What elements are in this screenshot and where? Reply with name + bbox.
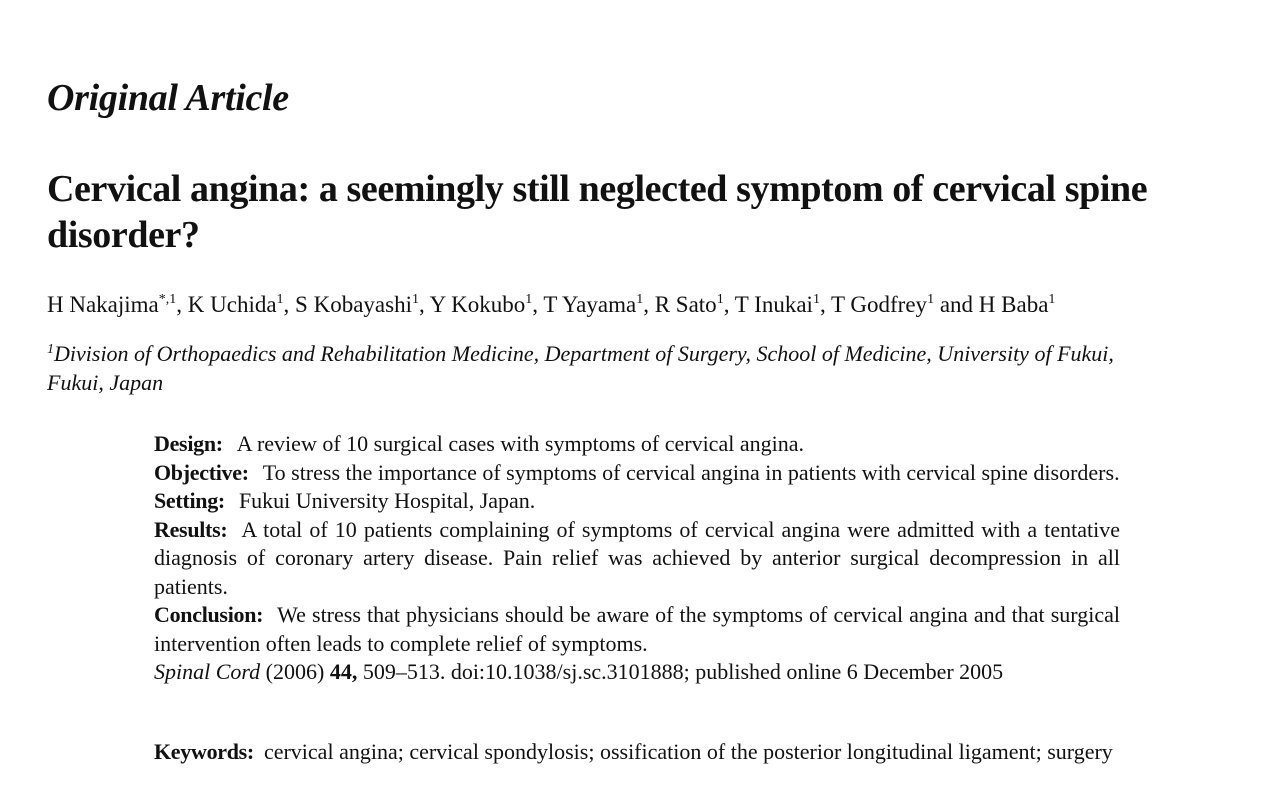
conclusion-label: Conclusion: — [154, 602, 264, 627]
keywords-text: cervical angina; cervical spondylosis; ossification of the posterior longitudinal ligament; surgery — [263, 739, 1113, 764]
article-title: Cervical angina: a seemingly still neglected symptom of cervical spine disorder? — [47, 168, 1148, 256]
author-separator: , — [418, 292, 430, 317]
citation — [154, 658, 1120, 687]
author-affiliation-marker: 1 — [636, 292, 644, 307]
design-text: A review of 10 surgical cases with symptoms of cervical angina. — [236, 431, 804, 456]
citation-volume: 44, — [329, 659, 358, 684]
citation-details: 509–513. doi:10.1038/sj.sc.3101888; published online 6 December 2005 — [362, 659, 1004, 684]
abstract-results — [154, 516, 1120, 602]
author-separator: , — [176, 292, 188, 317]
author-affiliation-marker: 1 — [525, 292, 533, 307]
article-type-heading: Original Article — [47, 77, 289, 119]
author-affiliation-marker: 1 — [716, 292, 724, 307]
abstract — [154, 430, 1120, 687]
author-affiliation-marker: 1 — [812, 292, 820, 307]
author-separator: , — [819, 292, 832, 317]
author-affiliation-marker: 1 — [1048, 292, 1056, 307]
abstract-conclusion — [154, 601, 1120, 658]
author-separator: , — [723, 292, 735, 317]
abstract-setting — [154, 487, 1120, 516]
design-label: Design: — [154, 431, 223, 456]
abstract-design — [154, 430, 1120, 459]
author-separator: , — [532, 292, 544, 317]
author-name: H Baba — [978, 292, 1049, 317]
author-separator: , — [643, 292, 655, 317]
results-label: Results: — [154, 516, 228, 542]
author-name: R Sato — [654, 292, 717, 317]
author-name: S Kobayashi — [295, 292, 412, 317]
objective-label: Objective: — [154, 459, 249, 485]
author-list — [47, 290, 1272, 320]
keywords-label: Keywords: — [154, 739, 254, 764]
objective-text: To stress the importance of symptoms of cervical angina in patients with cervical spine disorders. — [262, 459, 1120, 485]
author-name: T Inukai — [734, 292, 813, 317]
setting-text: Fukui University Hospital, Japan. — [238, 488, 536, 513]
author-affiliation-marker: 1 — [276, 292, 284, 307]
author-name: T Godfrey — [831, 292, 928, 317]
author-affiliation-marker: 1 — [927, 292, 935, 307]
citation-journal: Spinal Cord — [154, 659, 261, 684]
author-affiliation-marker: 1 — [411, 292, 419, 307]
author-name: H Nakajima — [47, 292, 159, 317]
affiliation — [47, 339, 1147, 397]
author-name: Y Kokubo — [429, 292, 526, 317]
author-separator: , — [283, 292, 296, 317]
abstract-objective — [154, 459, 1120, 488]
keywords — [154, 738, 1120, 767]
citation-year: (2006) — [265, 659, 325, 684]
affiliation-marker: 1 — [47, 342, 54, 357]
results-text: A total of 10 patients complaining of symptoms of cervical angina were admitted with a tentative diagnosis of coronary artery disease. Pain relief was achieved by anterior surgical decompression in all patients. — [154, 516, 1120, 599]
affiliation-text: Division of Orthopaedics and Rehabilitation Medicine, Department of Surgery, School of Medicine, University of Fukui, Fukui, Japan — [47, 341, 1114, 395]
author-name: K Uchida — [187, 292, 277, 317]
author-name: T Yayama — [543, 292, 637, 317]
author-separator: and — [934, 292, 979, 317]
conclusion-text: We stress that physicians should be aware of the symptoms of cervical angina and that surgical intervention often leads to complete relief of symptoms. — [154, 602, 1120, 656]
author-affiliation-marker: *,1 — [158, 292, 177, 307]
setting-label: Setting: — [154, 488, 225, 513]
